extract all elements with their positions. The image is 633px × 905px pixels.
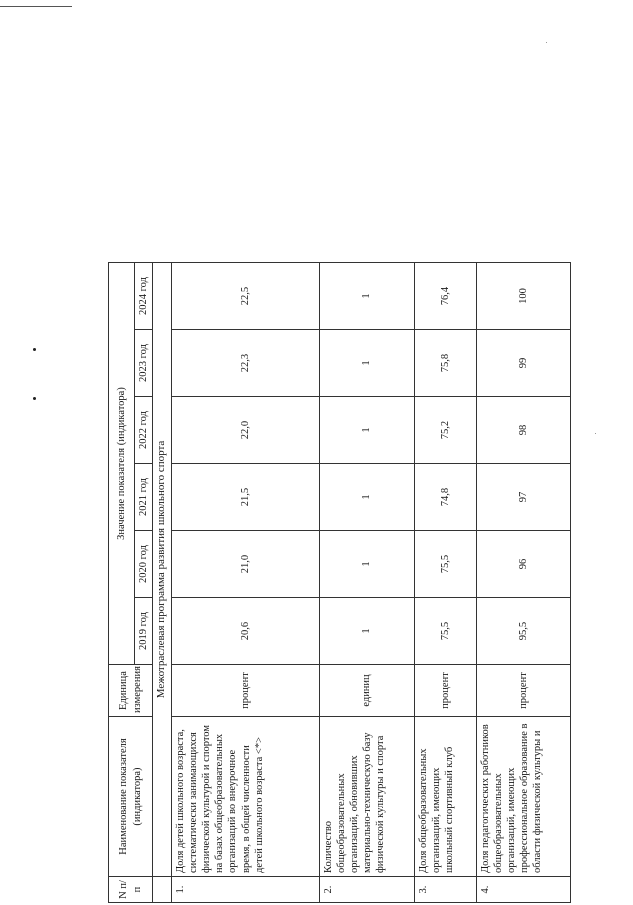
value-cell: 75,8 [414,330,476,397]
indicator-name: Доля общеобразовательных организаций, имеющих школьный спортивный клуб [414,717,476,877]
section-row [153,262,172,902]
value-cell: 1 [319,262,414,329]
scan-speck [595,433,596,434]
value-cell: 20,6 [171,598,319,665]
scan-dot [33,348,36,351]
scan-dot [33,397,36,400]
value-cell: 22,5 [171,262,319,329]
indicator-table-wrapper [108,263,569,903]
value-cell: 21,0 [171,531,319,598]
header-name: Наименование показателя (индикатора) [109,717,153,877]
value-cell: 97 [476,464,570,531]
value-cell: 75,5 [414,598,476,665]
value-cell: 96 [476,531,570,598]
header-year: 2021 год [135,464,153,531]
row-number: 1. [171,877,319,903]
rotated-table-area [108,263,569,903]
row-number: 2. [319,877,414,903]
value-cell: 74,8 [414,464,476,531]
header-values-group: Значение показателя (индикатора) [109,262,135,664]
value-cell: 22,3 [171,330,319,397]
section-title: Межотраслевая программа развития школьного спорта [153,262,172,876]
table-row [171,262,319,902]
indicator-table [108,262,571,903]
value-cell: 99 [476,330,570,397]
indicator-unit: единиц [319,665,414,717]
value-cell: 22,0 [171,397,319,464]
value-cell: 1 [319,330,414,397]
indicator-name: Доля педагогических работников общеобразовательных организаций, имеющих профессиональное образование в области физической культуры и [479,723,544,873]
value-cell: 98 [476,397,570,464]
table-row [414,262,476,902]
value-cell: 75,2 [414,397,476,464]
value-cell: 1 [319,531,414,598]
row-number: 4. [476,877,570,903]
header-year: 2022 год [135,397,153,464]
indicator-name: Доля детей школьного возраста, систематически занимающихся физической культурой и спортом на базах общеобразовательных организаций во внеурочное время, в общей численности детей школьного возраста <*> [171,717,319,877]
table-row [319,262,414,902]
indicator-name: Количество общеобразовательных организаций, обновивших материально-техническую базу физической культуры и спорта [319,717,414,877]
header-year: 2024 год [135,262,153,329]
value-cell: 100 [476,262,570,329]
value-cell: 1 [319,598,414,665]
value-cell: 75,5 [414,531,476,598]
value-cell: 95,5 [476,598,570,665]
table-row [476,262,570,902]
indicator-unit: процент [476,665,570,717]
indicator-unit: процент [171,665,319,717]
section-spacer [153,877,172,903]
value-cell: 21,5 [171,464,319,531]
indicator-name-cell [476,717,570,877]
indicator-unit: процент [414,665,476,717]
header-year: 2019 год [135,598,153,665]
scan-edge-line [0,6,72,7]
value-cell: 76,4 [414,262,476,329]
value-cell: 1 [319,464,414,531]
header-year: 2020 год [135,531,153,598]
scan-speck [546,42,547,43]
row-number: 3. [414,877,476,903]
header-unit: Единица измерения [109,665,153,717]
header-no: N п/п [109,877,153,903]
header-year: 2023 год [135,330,153,397]
header-row [109,262,135,902]
value-cell: 1 [319,397,414,464]
